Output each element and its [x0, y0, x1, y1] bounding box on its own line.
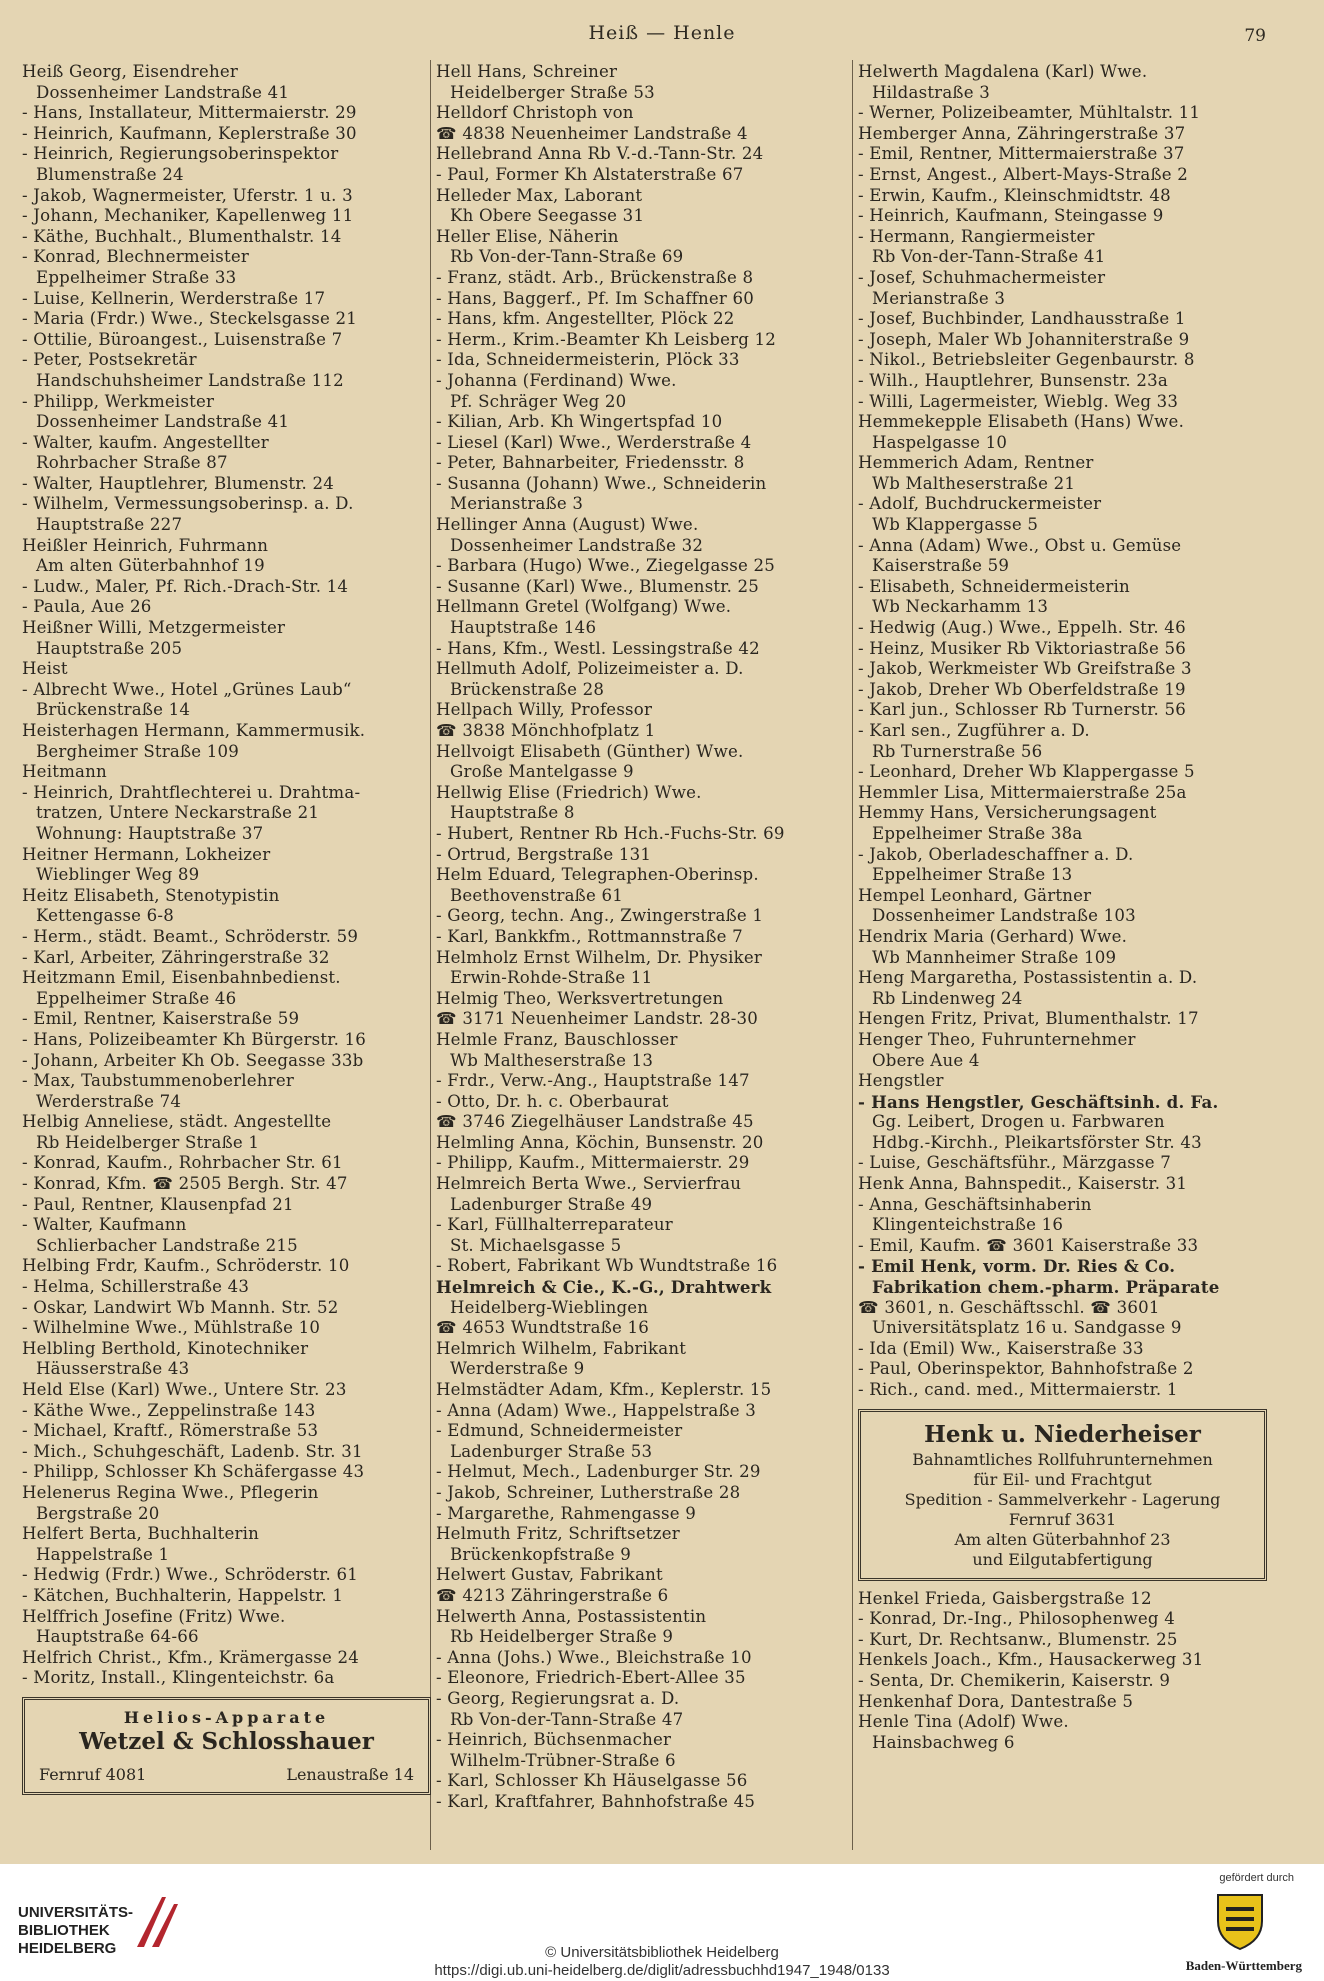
directory-entry: Wb Mannheimer Straße 109 [872, 947, 1117, 967]
directory-entry: - Philipp, Kaufm., Mittermaierstr. 29 [436, 1153, 750, 1173]
directory-entry: Hauptstraße 146 [450, 618, 597, 638]
directory-entry: Helbling Berthold, Kinotechniker [22, 1338, 309, 1358]
directory-entry: - Hedwig (Aug.) Wwe., Eppelh. Str. 46 [858, 618, 1186, 638]
directory-entry: Ladenburger Straße 49 [450, 1194, 653, 1214]
directory-entry: - Josef, Buchbinder, Landhausstraße 1 [858, 309, 1186, 329]
directory-entry: Hellpach Willy, Professor [436, 700, 653, 720]
directory-entry: Brückenstraße 14 [36, 700, 191, 720]
directory-entry: Bergheimer Straße 109 [36, 741, 240, 761]
directory-entry: Wilhelm-Trübner-Straße 6 [450, 1750, 676, 1770]
directory-entry: Heist [22, 659, 68, 679]
directory-entry: Große Mantelgasse 9 [450, 762, 634, 782]
directory-entry: Dossenheimer Landstraße 103 [872, 906, 1136, 926]
directory-entry: Rb Heidelberger Straße 1 [36, 1132, 260, 1152]
directory-entry: Pf. Schräger Weg 20 [450, 391, 627, 411]
directory-entry: Kettengasse 6-8 [36, 906, 174, 926]
directory-entry: Helmle Franz, Bauschlosser [436, 1029, 678, 1049]
directory-entry: - Edmund, Schneidermeister [436, 1421, 683, 1441]
directory-entry: - Karl, Kraftfahrer, Bahnhofstraße 45 [436, 1791, 756, 1811]
directory-entry: Handschuhsheimer Landstraße 112 [36, 370, 344, 390]
library-name-line: HEIDELBERG [18, 1940, 117, 1957]
directory-entry: - Hans, kfm. Angestellter, Plöck 22 [436, 309, 735, 329]
directory-entry: - Barbara (Hugo) Wwe., Ziegelgasse 25 [436, 556, 775, 576]
directory-entry: Helmrich Wilhelm, Fabrikant [436, 1338, 687, 1358]
directory-entry: ☎ 3746 Ziegelhäuser Landstraße 45 [436, 1112, 754, 1132]
directory-entry: Heisterhagen Hermann, Kammermusik. [22, 721, 366, 740]
directory-entry: - Franz, städt. Arb., Brückenstraße 8 [436, 267, 754, 287]
directory-entry: Eppelheimer Straße 33 [36, 267, 237, 287]
directory-entry: Helwerth Magdalena (Karl) Wwe. [858, 62, 1148, 81]
directory-entry: Rb Von-der-Tann-Straße 47 [450, 1709, 684, 1729]
directory-entry: Rb Von-der-Tann-Straße 41 [872, 247, 1106, 267]
document-url[interactable]: https://digi.ub.uni-heidelberg.de/diglit/adressbuchhd1947_1948/0133 [434, 1962, 890, 1979]
ad-line: und Eilgutabfertigung [972, 1549, 1153, 1569]
directory-entry: Helffrich Josefine (Fritz) Wwe. [22, 1606, 286, 1626]
directory-entry: Brückenstraße 28 [450, 679, 605, 699]
directory-entry: Rohrbacher Straße 87 [36, 453, 228, 473]
directory-entry: - Hermann, Rangiermeister [858, 226, 1095, 246]
directory-entry: Wb Maltheserstraße 21 [872, 473, 1076, 493]
directory-entry: - Walter, Kaufmann [22, 1215, 187, 1235]
directory-entry: - Heinrich, Regierungsoberinspektor [22, 144, 339, 164]
directory-entry: Henkels Joach., Kfm., Hausackerweg 31 [858, 1650, 1204, 1670]
directory-entry: Rb Turnerstraße 56 [872, 741, 1043, 761]
directory-entry: Helldorf Christoph von [436, 103, 634, 123]
page-number: 79 [1244, 26, 1266, 46]
directory-entry: - Karl, Arbeiter, Zähringerstraße 32 [22, 947, 330, 967]
copyright-notice: © Universitätsbibliothek Heidelberg [545, 1944, 779, 1961]
directory-entry: - Hubert, Rentner Rb Hch.-Fuchs-Str. 69 [436, 823, 785, 843]
library-name-line: BIBLIOTHEK [18, 1922, 110, 1939]
directory-entry: Helm Eduard, Telegraphen-Oberinsp. [436, 865, 759, 885]
directory-entry: Hellinger Anna (August) Wwe. [436, 515, 699, 535]
directory-entry: - Michael, Kraftf., Römerstraße 53 [22, 1421, 319, 1441]
directory-entry: Henle Tina (Adolf) Wwe. [858, 1712, 1069, 1732]
directory-entry: - Johanna (Ferdinand) Wwe. [436, 370, 677, 390]
directory-entry: Hellebrand Anna Rb V.-d.-Tann-Str. 24 [436, 144, 764, 164]
directory-entry: Hauptstraße 8 [450, 803, 575, 823]
directory-entry: - Walter, kaufm. Angestellter [22, 432, 269, 452]
directory-entry: - Hans, Installateur, Mittermaierstr. 29 [22, 103, 357, 123]
directory-entry: Helmuth Fritz, Schriftsetzer [436, 1524, 680, 1544]
column-3 [858, 62, 1273, 1753]
directory-entry: - Oskar, Landwirt Wb Mannh. Str. 52 [22, 1297, 339, 1317]
column-1 [22, 62, 437, 1803]
ad-phone: Fernruf 4081 [39, 1764, 147, 1784]
directory-entry: Dossenheimer Landstraße 41 [36, 82, 290, 102]
directory-entry: Heidelberger Straße 53 [450, 82, 655, 102]
ad-line: Fernruf 3631 [1008, 1509, 1117, 1529]
directory-entry: - Hedwig (Frdr.) Wwe., Schröderstr. 61 [22, 1565, 358, 1585]
directory-entry: Helmling Anna, Köchin, Bunsenstr. 20 [436, 1132, 764, 1152]
funder-name: Baden-Württemberg [1185, 1958, 1302, 1973]
directory-entry: Hengen Fritz, Privat, Blumenthalstr. 17 [858, 1009, 1199, 1029]
directory-entry: - Willi, Lagermeister, Wieblg. Weg 33 [858, 391, 1179, 411]
directory-entry: tratzen, Untere Neckarstraße 21 [36, 803, 320, 823]
directory-entry: - Emil Henk, vorm. Dr. Ries & Co. [858, 1256, 1176, 1277]
directory-entry: Heitzmann Emil, Eisenbahnbedienst. [22, 968, 341, 988]
ad-line: Spedition - Sammelverkehr - Lagerung [904, 1489, 1221, 1509]
running-head: Heiß — Henle [588, 22, 736, 44]
directory-entry: - Wilhelm, Vermessungsoberinsp. a. D. [22, 494, 354, 514]
directory-entry: Helleder Max, Laborant [436, 185, 643, 205]
directory-entry: Hellmann Gretel (Wolfgang) Wwe. [436, 597, 732, 617]
directory-entry: Helwert Gustav, Fabrikant [436, 1565, 663, 1585]
ad-line: für Eil- und Frachtgut [973, 1469, 1152, 1489]
directory-entry: - Ludw., Maler, Pf. Rich.-Drach-Str. 14 [22, 576, 349, 596]
directory-entry: Ladenburger Straße 53 [450, 1441, 653, 1461]
directory-entry: - Heinrich, Drahtflechterei u. Drahtma- [22, 782, 361, 802]
directory-entry: Helwerth Anna, Postassistentin [436, 1606, 707, 1626]
directory-entry: Eppelheimer Straße 38a [872, 823, 1083, 843]
directory-entry: - Elisabeth, Schneidermeisterin [858, 576, 1130, 596]
directory-entry: - Philipp, Schlosser Kh Schäfergasse 43 [22, 1462, 365, 1482]
funding-label: gefördert durch [1219, 1872, 1294, 1884]
directory-entry: Wohnung: Hauptstraße 37 [36, 823, 264, 843]
directory-entry: - Konrad, Kaufm., Rohrbacher Str. 61 [22, 1153, 343, 1173]
directory-entry: Merianstraße 3 [872, 288, 1006, 308]
directory-entry: Hellmuth Adolf, Polizeimeister a. D. [436, 659, 744, 679]
directory-entry: Heidelberg-Wieblingen [450, 1297, 649, 1317]
directory-entry: - Jakob, Wagnermeister, Uferstr. 1 u. 3 [22, 185, 353, 205]
directory-entry: Häusserstraße 43 [36, 1359, 190, 1379]
directory-entry: Hengstler [858, 1071, 944, 1091]
directory-entry: Heißler Heinrich, Fuhrmann [22, 535, 269, 555]
directory-entry: Kaiserstraße 59 [872, 556, 1010, 576]
directory-entry: Erwin-Rohde-Straße 11 [450, 968, 653, 988]
directory-entry: - Otto, Dr. h. c. Oberbaurat [436, 1091, 669, 1111]
advertisement-box [22, 1697, 431, 1795]
directory-entry: Schlierbacher Landstraße 215 [36, 1235, 298, 1255]
directory-entry: ☎ 4213 Zähringerstraße 6 [436, 1585, 669, 1605]
directory-entry: - Helma, Schillerstraße 43 [22, 1277, 250, 1297]
directory-entry: Am alten Güterbahnhof 19 [36, 556, 265, 576]
directory-entry: - Hans, Kfm., Westl. Lessingstraße 42 [436, 638, 760, 658]
directory-entry: St. Michaelsgasse 5 [450, 1235, 622, 1255]
directory-entry: - Karl sen., Zugführer a. D. [858, 721, 1090, 740]
directory-entry: - Georg, techn. Ang., Zwingerstraße 1 [436, 906, 764, 926]
directory-entry: Heiß Georg, Eisendreher [22, 62, 238, 81]
directory-entry: Obere Aue 4 [872, 1050, 980, 1070]
page-header [0, 22, 1324, 52]
directory-entry: - Ida (Emil) Ww., Kaiserstraße 33 [858, 1338, 1144, 1358]
directory-entry: Brückenkopfstraße 9 [450, 1544, 632, 1564]
directory-entry: Helmig Theo, Werksvertretungen [436, 988, 724, 1008]
directory-entry: - Kurt, Dr. Rechtsanw., Blumenstr. 25 [858, 1629, 1178, 1649]
directory-entry: Wb Neckarhamm 13 [872, 597, 1049, 617]
directory-entry: Held Else (Karl) Wwe., Untere Str. 23 [22, 1380, 347, 1399]
directory-entry: - Johann, Arbeiter Kh Ob. Seegasse 33b [22, 1050, 364, 1070]
directory-entry: - Konrad, Blechnermeister [22, 247, 250, 267]
directory-entry: Wb Klappergasse 5 [872, 515, 1039, 535]
directory-entry: - Senta, Dr. Chemikerin, Kaiserstr. 9 [858, 1670, 1171, 1690]
directory-entry: - Wilhelmine Wwe., Mühlstraße 10 [22, 1318, 321, 1338]
directory-entry: Helfrich Christ., Kfm., Krämergasse 24 [22, 1647, 360, 1667]
directory-entry: - Karl jun., Schlosser Rb Turnerstr. 56 [858, 700, 1187, 720]
directory-entry: - Paul, Rentner, Klausenpfad 21 [22, 1194, 294, 1214]
directory-entry: ☎ 4653 Wundtstraße 16 [436, 1318, 649, 1338]
directory-entry: - Heinrich, Kaufmann, Keplerstraße 30 [22, 123, 357, 143]
directory-entry: - Herm., Krim.-Beamter Kh Leisberg 12 [436, 329, 777, 349]
directory-entry: Henkel Frieda, Gaisbergstraße 12 [858, 1588, 1152, 1608]
directory-entry: Werderstraße 74 [36, 1091, 182, 1111]
library-logo-icon [132, 1892, 192, 1952]
directory-entry: - Hans, Baggerf., Pf. Im Schaffner 60 [436, 288, 755, 308]
directory-entry: - Helmut, Mech., Ladenburger Str. 29 [436, 1462, 761, 1482]
ad-line: Am alten Güterbahnhof 23 [954, 1529, 1171, 1549]
directory-entry: ☎ 3171 Neuenheimer Landstr. 28-30 [436, 1009, 759, 1029]
directory-entry: ☎ 4838 Neuenheimer Landstraße 4 [436, 123, 748, 143]
directory-entry: Blumenstraße 24 [36, 164, 184, 184]
directory-entry: - Albrecht Wwe., Hotel „Grünes Laub“ [22, 679, 352, 699]
directory-entry: - Margarethe, Rahmengasse 9 [436, 1503, 696, 1523]
directory-entry: Hildastraße 3 [872, 82, 990, 102]
directory-entry: Wieblinger Weg 89 [36, 865, 200, 885]
column-2 [436, 62, 851, 1812]
directory-entry: Werderstraße 9 [450, 1359, 585, 1379]
directory-entry: - Georg, Regierungsrat a. D. [436, 1688, 680, 1708]
directory-entry: - Joseph, Maler Wb Johanniterstraße 9 [858, 329, 1190, 349]
ad-tagline: Helios-Apparate [123, 1707, 330, 1727]
directory-entry: Eppelheimer Straße 13 [872, 865, 1073, 885]
directory-entry: - Karl, Schlosser Kh Häuselgasse 56 [436, 1771, 748, 1791]
directory-entry: - Emil, Rentner, Kaiserstraße 59 [22, 1009, 300, 1029]
directory-entry: - Heinrich, Kaufmann, Steingasse 9 [858, 206, 1164, 226]
directory-entry: Helenerus Regina Wwe., Pflegerin [22, 1482, 319, 1502]
directory-entry: Hempel Leonhard, Gärtner [858, 885, 1092, 905]
directory-entry: - Jakob, Dreher Wb Oberfeldstraße 19 [858, 679, 1186, 699]
directory-entry: - Robert, Fabrikant Wb Wundtstraße 16 [436, 1256, 778, 1276]
directory-entry: - Mich., Schuhgeschäft, Ladenb. Str. 31 [22, 1441, 363, 1461]
directory-entry: Bergstraße 20 [36, 1503, 160, 1523]
directory-entry: Henger Theo, Fuhrunternehmer [858, 1029, 1136, 1049]
directory-entry: Haspelgasse 10 [872, 432, 1008, 452]
directory-entry: - Max, Taubstummenoberlehrer [22, 1071, 294, 1091]
directory-entry: Hauptstraße 205 [36, 638, 183, 658]
ad-contact-row [39, 1765, 414, 1784]
directory-entry: Merianstraße 3 [450, 494, 584, 514]
directory-entry: Hendrix Maria (Gerhard) Wwe. [858, 926, 1128, 946]
directory-entry: Beethovenstraße 61 [450, 885, 623, 905]
directory-entry: Helfert Berta, Buchhalterin [22, 1524, 260, 1544]
directory-entry: - Rich., cand. med., Mittermaierstr. 1 [858, 1380, 1178, 1399]
directory-entry: - Walter, Hauptlehrer, Blumenstr. 24 [22, 473, 334, 493]
directory-entry: Heng Margaretha, Postassistentin a. D. [858, 968, 1198, 988]
directory-entry: Hemmy Hans, Versicherungsagent [858, 803, 1157, 823]
directory-entry: - Ida, Schneidermeisterin, Plöck 33 [436, 350, 740, 370]
directory-entry: - Heinz, Musiker Rb Viktoriastraße 56 [858, 638, 1186, 658]
directory-entry: Rb Von-der-Tann-Straße 69 [450, 247, 684, 267]
directory-entry: - Hans Hengstler, Geschäftsinh. d. Fa. [858, 1091, 1219, 1112]
ad-address: Lenaustraße 14 [286, 1764, 414, 1784]
ad-line: Bahnamtliches Rollfuhrunternehmen [912, 1449, 1213, 1469]
directory-entry: Gg. Leibert, Drogen u. Farbwaren [872, 1112, 1165, 1132]
directory-entry: - Luise, Kellnerin, Werderstraße 17 [22, 288, 326, 308]
directory-entry: - Frdr., Verw.-Ang., Hauptstraße 147 [436, 1071, 750, 1091]
directory-entry: Hemmekepple Elisabeth (Hans) Wwe. [858, 412, 1185, 432]
directory-entry: - Jakob, Oberladeschaffner a. D. [858, 844, 1134, 864]
directory-entry: - Maria (Frdr.) Wwe., Steckelsgasse 21 [22, 309, 357, 329]
directory-entry: Hainsbachweg 6 [872, 1732, 1015, 1752]
directory-entry: - Anna (Johs.) Wwe., Bleichstraße 10 [436, 1647, 752, 1667]
directory-entry: - Ernst, Angest., Albert-Mays-Straße 2 [858, 164, 1188, 184]
viewer-footer [0, 1864, 1324, 1981]
directory-entry: - Kätchen, Buchhalterin, Happelstr. 1 [22, 1585, 344, 1605]
directory-entry: Rb Heidelberger Straße 9 [450, 1627, 674, 1647]
directory-entry: - Anna (Adam) Wwe., Obst u. Gemüse [858, 535, 1182, 555]
ad-company-name: Wetzel & Schlosshauer [79, 1727, 374, 1755]
directory-entry: - Konrad, Kfm. ☎ 2505 Bergh. Str. 47 [22, 1174, 348, 1194]
directory-entry: Heißner Willi, Metzgermeister [22, 618, 286, 638]
directory-entry: ☎ 3601, n. Geschäftsschl. ☎ 3601 [858, 1297, 1160, 1317]
directory-entry: - Josef, Schuhmachermeister [858, 267, 1106, 287]
directory-entry: - Erwin, Kaufm., Kleinschmidtstr. 48 [858, 185, 1171, 205]
directory-entry: Helmreich Berta Wwe., Servierfrau [436, 1174, 742, 1194]
directory-entry: - Nikol., Betriebsleiter Gegenbaurstr. 8 [858, 350, 1195, 370]
directory-entry: - Paula, Aue 26 [22, 597, 152, 617]
directory-entry: - Philipp, Werkmeister [22, 391, 215, 411]
directory-entry: Helbig Anneliese, städt. Angestellte [22, 1112, 332, 1132]
directory-entry: Hauptstraße 227 [36, 515, 183, 535]
directory-entry: - Ortrud, Bergstraße 131 [436, 844, 652, 864]
directory-entry: Hemberger Anna, Zähringerstraße 37 [858, 123, 1186, 143]
ad-company-name: Henk u. Niederheiser [924, 1420, 1201, 1448]
directory-entry: Helmholz Ernst Wilhelm, Dr. Physiker [436, 947, 763, 967]
directory-entry: Kh Obere Seegasse 31 [450, 206, 645, 226]
directory-entry: - Jakob, Werkmeister Wb Greifstraße 3 [858, 659, 1192, 679]
directory-entry: Hauptstraße 64-66 [36, 1627, 199, 1647]
directory-entry: - Karl, Füllhalterreparateur [436, 1215, 673, 1235]
directory-entry: - Karl, Bankkfm., Rottmannstraße 7 [436, 926, 743, 946]
directory-entry: Eppelheimer Straße 46 [36, 988, 237, 1008]
directory-entry: Heitmann [22, 762, 107, 782]
directory-entry: Helbing Frdr, Kaufm., Schröderstr. 10 [22, 1256, 350, 1276]
advertisement-box [858, 1409, 1267, 1581]
column-rule [852, 60, 853, 1850]
directory-entry: - Jakob, Schreiner, Lutherstraße 28 [436, 1482, 741, 1502]
directory-entry: Klingenteichstraße 16 [872, 1215, 1064, 1235]
directory-entry: - Susanna (Johann) Wwe., Schneiderin [436, 473, 767, 493]
directory-entry: Henkenhaf Dora, Dantestraße 5 [858, 1691, 1134, 1711]
directory-entry: Rb Lindenweg 24 [872, 988, 1023, 1008]
directory-entry: - Peter, Bahnarbeiter, Friedensstr. 8 [436, 453, 745, 473]
directory-entry: Helmstädter Adam, Kfm., Keplerstr. 15 [436, 1380, 772, 1399]
directory-entry: ☎ 3838 Mönchhofplatz 1 [436, 721, 656, 740]
directory-entry: - Käthe, Buchhalt., Blumenthalstr. 14 [22, 226, 342, 246]
directory-entry: - Heinrich, Büchsenmacher [436, 1730, 672, 1750]
directory-entry: Dossenheimer Landstraße 41 [36, 412, 290, 432]
directory-entry: - Adolf, Buchdruckermeister [858, 494, 1102, 514]
directory-entry: - Anna (Adam) Wwe., Happelstraße 3 [436, 1400, 757, 1420]
directory-entry: - Paul, Oberinspektor, Bahnhofstraße 2 [858, 1359, 1194, 1379]
directory-entry: - Kilian, Arb. Kh Wingertspfad 10 [436, 412, 723, 432]
baden-wuerttemberg-crest-icon [1212, 1889, 1268, 1951]
directory-entry: - Paul, Former Kh Alstaterstraße 67 [436, 164, 744, 184]
directory-entry: Hemmler Lisa, Mittermaierstraße 25a [858, 782, 1187, 802]
directory-entry: - Emil, Rentner, Mittermaierstraße 37 [858, 144, 1185, 164]
directory-entry: - Ottilie, Büroangest., Luisenstraße 7 [22, 329, 343, 349]
library-name-line: UNIVERSITÄTS- [18, 1904, 134, 1921]
directory-entry: Heitner Hermann, Lokheizer [22, 844, 271, 864]
directory-entry: Henk Anna, Bahnspedit., Kaiserstr. 31 [858, 1174, 1188, 1194]
directory-entry: - Käthe Wwe., Zeppelinstraße 143 [22, 1400, 316, 1420]
directory-entry: Wb Maltheserstraße 13 [450, 1050, 654, 1070]
directory-entry: Happelstraße 1 [36, 1544, 170, 1564]
directory-entry: Fabrikation chem.-pharm. Präparate [872, 1277, 1220, 1298]
directory-entry: Hellvoigt Elisabeth (Günther) Wwe. [436, 741, 744, 761]
directory-entry: - Moritz, Install., Klingenteichstr. 6a [22, 1668, 335, 1688]
directory-entry: - Herm., städt. Beamt., Schröderstr. 59 [22, 926, 359, 946]
directory-entry: - Wilh., Hauptlehrer, Bunsenstr. 23a [858, 370, 1168, 390]
directory-entry: - Hans, Polizeibeamter Kh Bürgerstr. 16 [22, 1029, 367, 1049]
directory-entry: Hellwig Elise (Friedrich) Wwe. [436, 782, 702, 802]
directory-entry: Hdbg.-Kirchh., Pleikartsförster Str. 43 [872, 1132, 1202, 1152]
directory-entry: - Susanne (Karl) Wwe., Blumenstr. 25 [436, 576, 760, 596]
directory-entry: - Werner, Polizeibeamter, Mühltalstr. 11 [858, 103, 1201, 123]
directory-entry: - Anna, Geschäftsinhaberin [858, 1194, 1092, 1214]
directory-entry: - Emil, Kaufm. ☎ 3601 Kaiserstraße 33 [858, 1235, 1199, 1255]
directory-entry: Hell Hans, Schreiner [436, 62, 618, 81]
directory-entry: - Leonhard, Dreher Wb Klappergasse 5 [858, 762, 1195, 782]
directory-entry: Heller Elise, Näherin [436, 226, 619, 246]
directory-entry: Helmreich & Cie., K.-G., Drahtwerk [436, 1277, 772, 1298]
directory-entry: - Johann, Mechaniker, Kapellenweg 11 [22, 206, 354, 226]
directory-entry: Heitz Elisabeth, Stenotypistin [22, 885, 280, 905]
directory-entry: Universitätsplatz 16 u. Sandgasse 9 [872, 1318, 1182, 1338]
directory-entry: Hemmerich Adam, Rentner [858, 453, 1094, 473]
directory-entry: - Luise, Geschäftsführ., Märzgasse 7 [858, 1153, 1171, 1173]
directory-entry: - Peter, Postsekretär [22, 350, 197, 370]
directory-entry: Dossenheimer Landstraße 32 [450, 535, 704, 555]
directory-entry: - Eleonore, Friedrich-Ebert-Allee 35 [436, 1668, 746, 1688]
directory-entry: - Konrad, Dr.-Ing., Philosophenweg 4 [858, 1609, 1175, 1629]
directory-entry: - Liesel (Karl) Wwe., Werderstraße 4 [436, 432, 752, 452]
